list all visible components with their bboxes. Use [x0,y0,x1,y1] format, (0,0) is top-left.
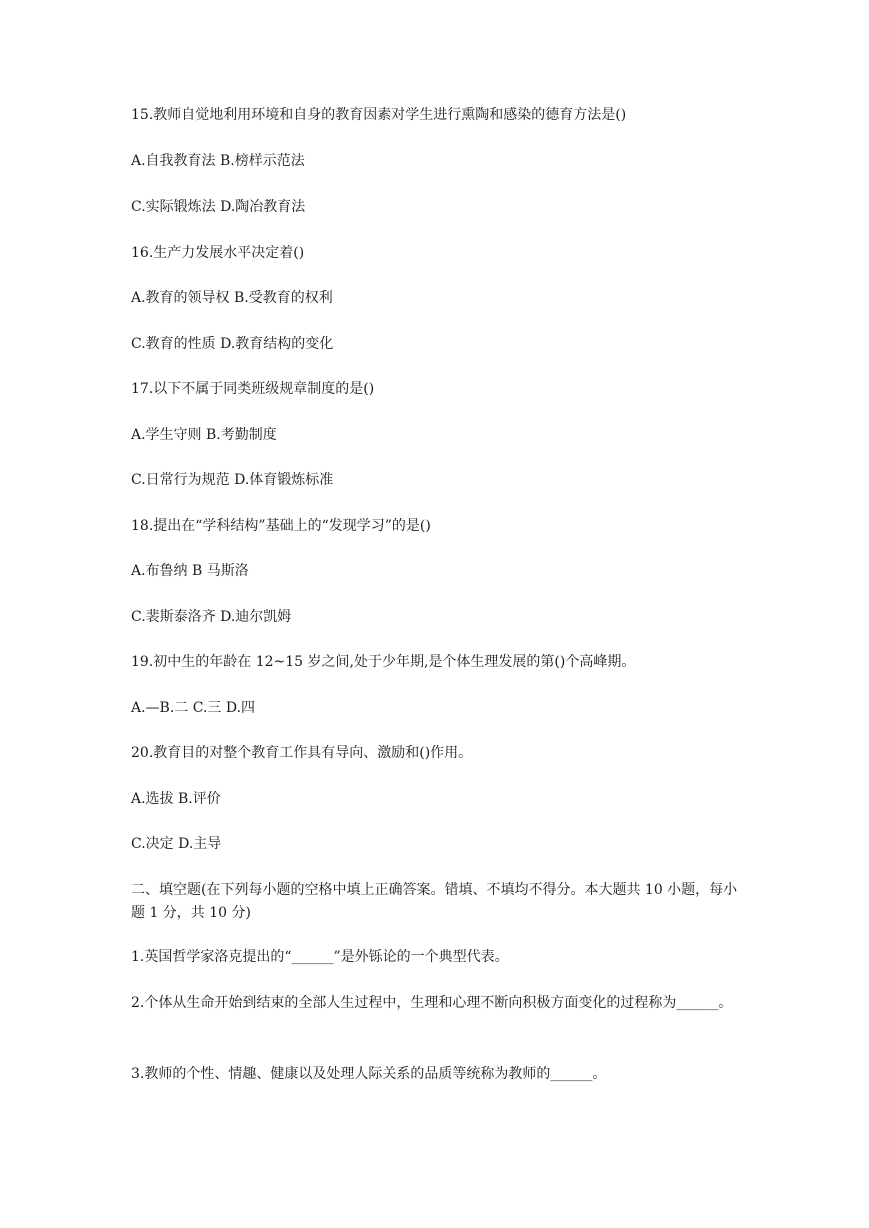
question-15-options-ab: A.自我教育法 B.榜样示范法 [131,153,305,169]
question-15-options-cd: C.实际锻炼法 D.陶冶教育法 [131,199,306,215]
question-18-stem: 18.提出在“学科结构”基础上的“发现学习”的是() [131,518,431,534]
question-17-stem: 17.以下不属于同类班级规章制度的是() [131,381,375,397]
question-20-stem: 20.教育目的对整个教育工作具有导向、激励和()作用。 [131,745,473,761]
question-20-options-cd: C.决定 D.主导 [131,836,222,852]
question-16-options-cd: C.教育的性质 D.教育结构的变化 [131,336,334,352]
question-15-stem: 15.教师自觉地利用环境和自身的教育因素对学生进行熏陶和感染的德育方法是() [131,107,627,123]
fill-blank-3: 3.教师的个性、情趣、健康以及处理人际关系的品质等统称为教师的______。 [131,1066,607,1082]
question-19-stem: 19.初中生的年龄在 12~15 岁之间,处于少年期,是个体生理发展的第()个高峰期。 [131,654,636,670]
fill-blank-1: 1.英国哲学家洛克提出的“______”是外铄论的一个典型代表。 [131,949,509,965]
question-18-options-ab: A.布鲁纳 B 马斯洛 [131,563,249,579]
fill-blank-2: 2.个体从生命开始到结束的全部人生过程中，生理和心理不断向积极方面变化的过程称为______。 [131,995,733,1011]
question-17-options-cd: C.日常行为规范 D.体育锻炼标准 [131,472,334,488]
question-16-stem: 16.生产力发展水平决定着() [131,245,305,261]
section-2-heading: 二、填空题(在下列每小题的空格中填上正确答案。错填、不填均不得分。本大题共 10 小题，每小题 1 分，共 10 分) [131,882,738,921]
question-19-options: A.—B.二 C.三 D.四 [131,700,256,716]
question-17-options-ab: A.学生守则 B.考勤制度 [131,427,277,443]
question-16-options-ab: A.教育的领导权 B.受教育的权利 [131,290,333,306]
question-20-options-ab: A.选拔 B.评价 [131,791,221,807]
question-18-options-cd: C.裴斯泰洛齐 D.迪尔凯姆 [131,609,292,625]
